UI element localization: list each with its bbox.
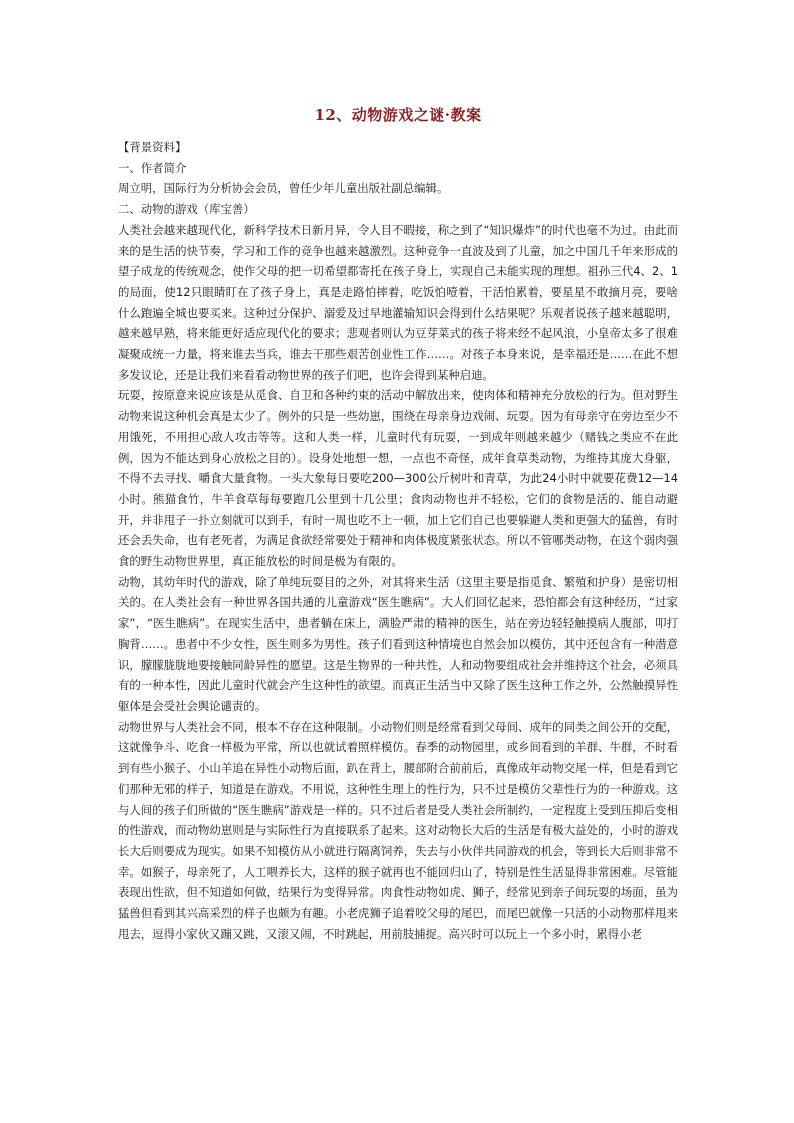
author-heading: 一、作者简介 <box>118 160 187 175</box>
author-text: 周立明，国际行为分析协会会员，曾任少年儿童出版社副总编辑。 <box>118 181 449 196</box>
section-heading-background: 【背景资料】 <box>118 140 187 154</box>
article-heading: 二、动物的游戏（库宝善） <box>118 202 255 217</box>
paragraph: 动物世界与人类社会不同，根本不存在这种限制。小动物们则是经常看到父母间、成年的同类之间公开的交配，这就像争斗、吃食一样极为平常，所以也就试着照样模仿。春季的动物园里，或乡间看到的羊群、牛群，不时看到有些小猴子、小山羊追在异性小动物后面，趴在背上，腰部附合前前后，真像成年动物交尾一样，但是看到它们那种无邪的样子，知道是在游戏。不用说，这种性生理上的性行为，只不过是模仿父辈性行为的一种游戏。这与人间的孩子们所做的“医生瞧病”游戏是一样的。只不过后者是受人类社会所制约，一定程度上受到压抑后变相的性游戏，而动物幼崽则是与实际性行为直接联系了起来。这对动物长大后的生活是有极大益处的，小时的游戏长大后则要成为现实。如果不知模仿从小就进行隔离饲养，失去与小伙伴共同游戏的机会，等到长大后则非常不幸。如猴子，母亲死了，人工喂养长大，这样的猴子就再也不能回归山了，特别是性生活显得非常困难。尽管能表现出性欲，但不知道如何做，结果行为变得异常。肉食性动物如虎、狮子，经常见到亲子间玩耍的场面，虽为猛兽但看到其兴高采烈的样子也颇为有趣。小老虎狮子追着咬父母的尾巴，而尾巴就像一只活的小动物那样甩来甩去，逗得小家伙又蹦又跳，又滚又闹，不时跳起，用前肢捕捉。高兴时可以玩上一个多小时，累得小老 <box>118 719 678 941</box>
paragraph: 动物，其幼年时代的游戏，除了单纯玩耍目的之外，对其将来生活（这里主要是指觅食、繁殖和护身）是密切相关的。在人类社会有一种世界各国共通的儿童游戏“医生瞧病”。大人们回忆起来，恐怕都会有这种经历，“过家家”，“医生瞧病”。在现实生活中，患者躺在床上，满脸严肃的精神的医生，站在旁边轻轻触摸病人腹部，叩打胸背……。患者中不少女性，医生则多为男性。孩子们看到这种情境也自然会加以模仿，其中还包含有一种潜意识，朦朦胧胧地要接触同龄异性的愿望。这是生物界的一种共性，人和动物要组成社会并维持这个社会，必须具有的一种本性，因此儿童时代就会产生这种性的欲望。而真正生活当中又除了医生这种工作之外，公然触摸异性躯体是会受社会舆论谴责的。 <box>118 574 678 713</box>
paragraph: 玩耍，按原意来说应该是从觅食、自卫和各种约束的活动中解放出来，使肉体和精神充分放松的行为。但对野生动物来说这种机会真是太少了。例外的只是一些幼崽，围绕在母亲身边戏闹、玩耍。因为有母亲守在旁边至少不用饿死，不用担心敌人攻击等等。这和人类一样，儿童时代有玩耍，一到成年则越来越少（赌钱之类应不在此例，因为不能达到身心放松之目的）。设身处地想一想，一点也不奇怪，成年食草类动物，为维持其庞大身躯，不得不去寻找、嚼食大量食物。一头大象每日要吃200—300公斤树叶和青草，为此24小时中就要花费12—14小时。熊猫食竹，牛羊食草每每要跑几公里到十几公里；食肉动物也并不轻松，它们的食物是活的、能自动避开，并非甩子一扑立刻就可以到手，有时一周也吃不上一顿，加上它们自己也要躲避人类和更强大的猛兽，有时还会丢失命，也有老死者，为满足食欲经常要处于精神和肉体极度紧张状态。所以不管哪类动物，在这个弱肉强食的野生动物世界里，真正能放松的时间是极为有限的。 <box>118 388 678 569</box>
paragraph: 人类社会越来越现代化，新科学技术日新月异，令人目不暇接，称之到了“知识爆炸”的时代也毫不为过。由此而来的是生活的快节奏，学习和工作的竞争也越来越激烈。这种竞争一直波及到了儿童，加之中国几千年来形成的望子成龙的传统观念，使作父母的把一切希望都寄托在孩子身上，实现自己未能实现的理想。祖孙三代4、2、1的局面，使12只眼睛盯在了孩子身上，真是走路怕摔着，吃饭怕噎着，干活怕累着，要星星不敢摘月亮，要啥什么跑遍全城也要买来。这种过分保护、溺爱及过早地灌输知识会得到什么结果呢？乐观者说孩子越来越聪明，越来越早熟，将来能更好适应现代化的要求；悲观者则认为豆芽菜式的孩子将来经不起风浪，小皇帝太多了很难凝聚成统一力量，将来谁去当兵，谁去干那些艰苦创业性工作……。对孩子本身来说，是幸福还是……在此不想多发议论，还是让我们来看看动物世界的孩子们吧，也许会得到某种启迪。 <box>118 222 678 382</box>
document-title: 12、动物游戏之谜·教案 <box>314 106 482 124</box>
document-page <box>118 104 678 944</box>
